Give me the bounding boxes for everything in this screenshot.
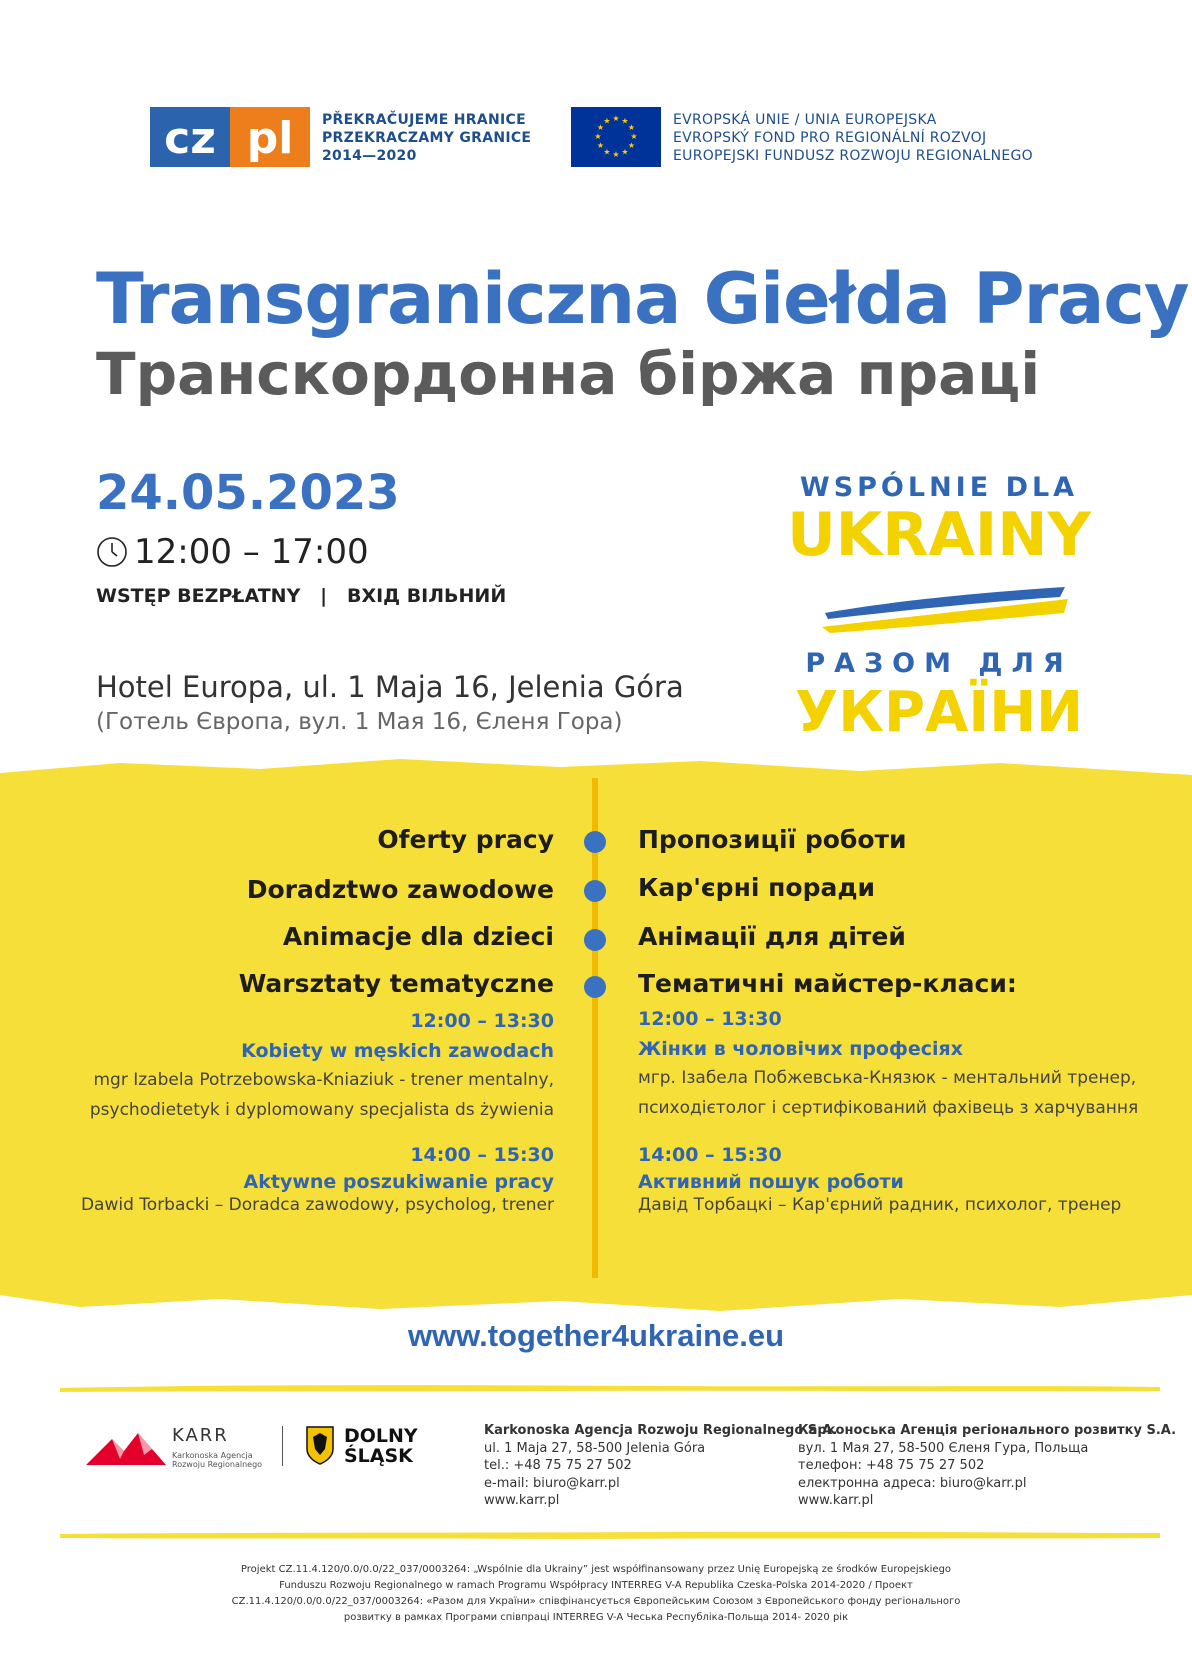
workshop-time-pl: 12:00 – 13:30 (410, 1010, 554, 1032)
slogan-ukrainy: UKRAINY (787, 500, 1091, 570)
web-link[interactable]: www.karr.pl (484, 1493, 560, 1508)
legal-notice: Projekt CZ.11.4.120/0.0/0.0/22_037/0003264: „Wspólnie dla Ukrainy” jest współfinansowany przez Unię Europejską ze środków Europejskiego Funduszu Rozwoju Regionalnego w ramach Programu Współpracy INTERREG V-A Republika Czeska-Polska 2014-2020 / Проект CZ.11.4.120/0.0/0.0/22_037/0003264: «Разом для України» співфінансується Європейським Союзом з Європейського фонду регіонального розвитку в рамках Програми співпраці INTERREG V-A Чеська Республіка-Польща 2014- 2020 рік (231, 1564, 961, 1623)
program-item-pl: Animacje dla dzieci (282, 922, 554, 951)
svg-text:cz: cz (164, 113, 216, 164)
venue-ukrainian: (Готель Європа, вул. 1 Мая 16, Єленя Гора) (96, 709, 623, 735)
svg-text:★: ★ (603, 116, 611, 126)
workshop-desc-ua: Давід Торбацкі – Кар'єрний радник, психолог, тренер (638, 1195, 1122, 1215)
clock-icon (96, 536, 128, 568)
program-item-ua: Пропозиції роботи (638, 825, 907, 854)
svg-text:★: ★ (627, 123, 636, 132)
contact-block-pl: Karkonoska Agencja Rozwoju Regionalnego S.A. ul. 1 Maja 27, 58-500 Jelenia Góra tel.: +48 75 75 27 502 e-mail: biuro@karr.pl www.karr.pl (484, 1423, 838, 1508)
contact-block-ua: Карконоська Агенція регіонального розвитку S.A. вул. 1 Мая 27, 58-500 Єленя Гура, Польща телефон: +48 75 75 27 502 електронна адреса: biuro@karr.pl www.karr.pl (798, 1423, 1177, 1508)
workshop-title-pl: Kobiety w męskich zawodach (241, 1040, 554, 1062)
entry-free-text: WSTĘP BEZPŁATNY | ВХІД ВІЛЬНИЙ (96, 585, 507, 607)
title-ukrainian: Транскордонна біржа праці (96, 340, 1041, 408)
workshop-time-ua: 14:00 – 15:30 (638, 1144, 782, 1166)
workshop-title-ua: Активний пошук роботи (638, 1171, 904, 1193)
ukraine-brush-flag-icon (820, 585, 1070, 635)
workshop-title-pl: Aktywne poszukiwanie pracy (243, 1171, 554, 1193)
eu-fund-text: EVROPSKÁ UNIE / UNIA EUROPEJSKA EVROPSKÝ FOND PRO REGIONÁLNÍ ROZVOJ EUROPEJSKI FUNDUSZ ROZWOJU REGIONALNEGO (673, 112, 1033, 164)
program-item-pl: Warsztaty tematyczne (238, 969, 554, 998)
workshop-title-ua: Жінки в чоловічих професіях (638, 1038, 963, 1060)
svg-text:★: ★ (612, 150, 620, 159)
logo-separator (282, 1426, 283, 1466)
title-polish: Transgraniczna Giełda Pracy (96, 258, 1189, 340)
bullet-dot (584, 831, 606, 853)
web-link[interactable]: www.karr.pl (798, 1493, 874, 1508)
yellow-stripe (60, 1530, 1160, 1540)
eu-flag-icon (571, 107, 661, 167)
svg-text:pl: pl (246, 113, 294, 164)
workshop-desc-ua: мгр. Ізабела Побжевська-Князюк - ментальний тренер, психодієтолог і сертифікований фахівець з харчування (638, 1068, 1139, 1118)
czpl-program-text: PŘEKRAČUJEME HRANICE PRZEKRACZAMY GRANICE 2014—2020 (322, 112, 532, 164)
svg-text:★: ★ (603, 147, 611, 157)
program-item-ua: Тематичні майстер-класи: (638, 969, 1017, 998)
karr-logo-icon (86, 1425, 166, 1469)
svg-text:★: ★ (596, 123, 605, 132)
event-time: 12:00 – 17:00 (134, 532, 369, 572)
workshop-desc-pl: Dawid Torbacki – Doradca zawodowy, psycholog, trener (80, 1195, 554, 1215)
czpl-logo (150, 107, 310, 167)
svg-text:★: ★ (630, 132, 638, 141)
dolny-slask-name: DOLNY ŚLĄSK (344, 1425, 418, 1467)
program-item-pl: Doradztwo zawodowe (246, 875, 554, 904)
karr-subtitle: Karkonoska Agencja Rozwoju Regionalnego (172, 1451, 263, 1469)
slogan-together-ua: РАЗОМ ДЛЯ (805, 648, 1073, 679)
bullet-dot (584, 880, 606, 902)
program-item-ua: Кар'єрні поради (638, 873, 876, 902)
program-item-pl: Oferty pracy (377, 825, 554, 854)
svg-text:★: ★ (594, 132, 602, 141)
workshop-time-ua: 12:00 – 13:30 (638, 1008, 782, 1030)
svg-text:★: ★ (627, 141, 636, 150)
venue-polish: Hotel Europa, ul. 1 Maja 16, Jelenia Góra (96, 670, 684, 704)
yellow-stripe (60, 1383, 1160, 1393)
dolny-slask-crest-icon (305, 1425, 335, 1465)
center-divider (592, 778, 598, 1278)
website-link[interactable]: www.together4ukraine.eu (407, 1318, 785, 1353)
svg-text:★: ★ (612, 114, 620, 123)
workshop-time-pl: 14:00 – 15:30 (410, 1144, 554, 1166)
email-link[interactable]: електронна адреса: biuro@karr.pl (798, 1475, 1027, 1491)
slogan-together-pl: WSPÓLNIE DLA (799, 472, 1079, 503)
bullet-dot (584, 976, 606, 998)
email-link[interactable]: e-mail: biuro@karr.pl (484, 1475, 620, 1491)
workshop-desc-pl: mgr Izabela Potrzebowska-Kniaziuk - trener mentalny, psychodietetyk i dyplomowany specjalista ds żywienia (89, 1070, 554, 1120)
slogan-ukrainy-ua: УКРАЇНИ (795, 680, 1083, 745)
karr-name: KARR (172, 1425, 229, 1446)
svg-text:★: ★ (621, 116, 629, 126)
svg-text:★: ★ (596, 141, 605, 150)
bullet-dot (584, 929, 606, 951)
event-date: 24.05.2023 (96, 465, 400, 521)
program-item-ua: Анімації для дітей (638, 922, 906, 951)
event-time-row (96, 532, 369, 572)
svg-text:★: ★ (621, 147, 629, 157)
